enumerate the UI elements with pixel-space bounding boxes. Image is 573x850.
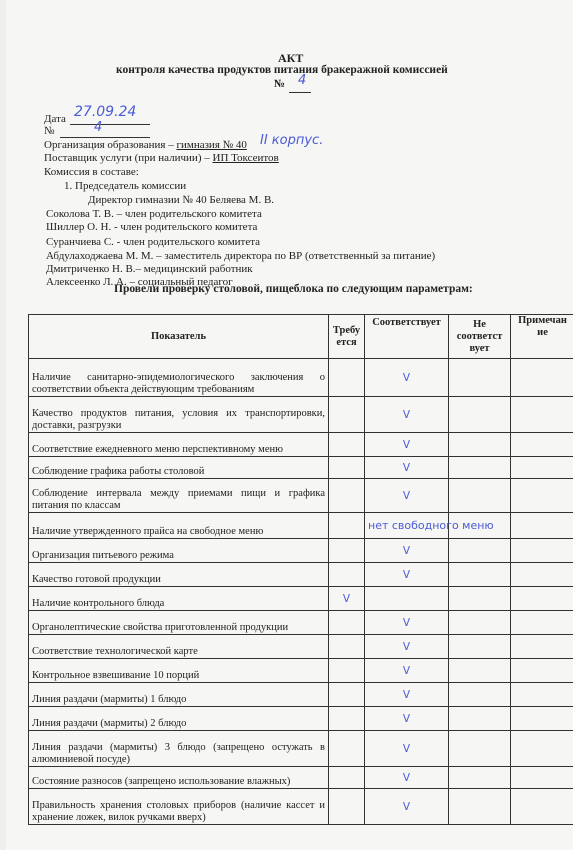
act-num-value: 4 <box>94 120 103 135</box>
indicator-cell: Организация питьевого режима <box>29 539 329 563</box>
commission-label: Комиссия в составе: <box>44 166 139 178</box>
table-header-row <box>29 315 573 359</box>
indicator-cell: Качество готовой продукции <box>29 563 329 587</box>
indicator-cell: Линия раздачи (мармиты) 1 блюдо <box>29 683 329 707</box>
indicator-cell: Контрольное взвешивание 10 порций <box>29 659 329 683</box>
requires-cell <box>329 789 365 825</box>
commission-member: Соколова Т. В. – член родительского комитета <box>46 208 262 220</box>
complies-cell: V <box>365 767 449 789</box>
organization-label: Организация образования – <box>44 139 174 151</box>
table-row <box>29 457 573 479</box>
complies-cell: V <box>365 789 449 825</box>
not-complies-cell <box>449 457 511 479</box>
act-number-label: № <box>274 78 286 90</box>
table-row <box>29 563 573 587</box>
note-cell <box>511 789 573 825</box>
note-cell <box>511 731 573 767</box>
table-row <box>29 789 573 825</box>
inspection-table <box>28 314 573 825</box>
indicator-cell: Соблюдение графика работы столовой <box>29 457 329 479</box>
indicator-cell: Соблюдение интервала между приемами пищи и графика питания по классам <box>29 479 329 513</box>
act-number-value: 4 <box>298 73 307 88</box>
requires-cell <box>329 683 365 707</box>
not-complies-cell <box>449 789 511 825</box>
table-row <box>29 767 573 789</box>
table-row <box>29 433 573 457</box>
act-number-underline <box>289 92 311 93</box>
requires-cell <box>329 659 365 683</box>
act-title: АКТ <box>278 51 304 65</box>
note-cell <box>511 433 573 457</box>
supplier-value: ИП Токсеитов <box>212 152 279 164</box>
complies-cell: V <box>365 731 449 767</box>
table-row <box>29 587 573 611</box>
note-cell <box>511 587 573 611</box>
note-cell <box>511 683 573 707</box>
indicator-cell: Линия раздачи (мармиты) 2 блюдо <box>29 707 329 731</box>
indicator-cell: Правильность хранения столовых приборов (наличие кассет и хранение ложек, вилок ручками вверх) <box>29 789 329 825</box>
note-cell <box>511 563 573 587</box>
not-complies-cell <box>449 563 511 587</box>
commission-chair-item: 1. Председатель комиссии <box>64 180 187 192</box>
requires-cell <box>329 359 365 397</box>
complies-cell: V <box>365 707 449 731</box>
check-heading: Провели проверку столовой, пищеблока по следующим параметрам: <box>114 283 473 295</box>
note-cell <box>511 659 573 683</box>
note-cell <box>511 479 573 513</box>
table-row <box>29 635 573 659</box>
date-underline <box>70 124 150 125</box>
col-header-not-complies: Не соответст вует <box>449 315 511 359</box>
complies-cell: V <box>365 611 449 635</box>
table-row <box>29 683 573 707</box>
requires-cell <box>329 731 365 767</box>
commission-member: Абдулаходжаева М. М. – заместитель директора по ВР (ответственный за питание) <box>46 250 436 262</box>
complies-cell: V <box>365 397 449 433</box>
table-row <box>29 479 573 513</box>
note-cell <box>511 397 573 433</box>
requires-cell <box>329 707 365 731</box>
act-subtitle: контроля качества продуктов питания бракеражной комиссией <box>116 64 448 76</box>
indicator-cell: Качество продуктов питания, условия их транспортировки, доставки, разгрузки <box>29 397 329 433</box>
note-cell <box>511 513 573 539</box>
act-num-label: № <box>44 125 55 137</box>
table-row <box>29 731 573 767</box>
note-cell <box>511 539 573 563</box>
not-complies-cell <box>449 635 511 659</box>
col-header-note: Примечан ие <box>511 315 573 359</box>
indicator-cell: Наличие санитарно-эпидемиологического заключения о соответствии объекта действующим требованиям <box>29 359 329 397</box>
complies-cell: V <box>365 433 449 457</box>
complies-cell: V <box>365 479 449 513</box>
table-row <box>29 707 573 731</box>
requires-cell <box>329 457 365 479</box>
table-row <box>29 659 573 683</box>
complies-cell: V <box>365 457 449 479</box>
not-complies-cell <box>449 707 511 731</box>
date-value: 27.09.24 <box>74 104 137 120</box>
note-cell <box>511 635 573 659</box>
note-cell <box>511 457 573 479</box>
indicator-cell: Соответствие технологической карте <box>29 635 329 659</box>
indicator-cell: Линия раздачи (мармиты) 3 блюдо (запрещено остужать в алюминиевой посуде) <box>29 731 329 767</box>
requires-cell <box>329 635 365 659</box>
not-complies-cell <box>449 611 511 635</box>
date-label: Дата <box>44 113 66 125</box>
complies-cell: V <box>365 659 449 683</box>
complies-cell: V <box>365 359 449 397</box>
requires-cell <box>329 479 365 513</box>
complies-cell: V <box>365 563 449 587</box>
not-complies-cell <box>449 433 511 457</box>
indicator-cell: Наличие контрольного блюда <box>29 587 329 611</box>
requires-cell: V <box>329 587 365 611</box>
complies-cell <box>365 587 449 611</box>
commission-member: Алексеенко Л. А. – социальный педагог <box>46 276 233 288</box>
col-header-requires: Требу ется <box>329 315 365 359</box>
supplier-label: Поставщик услуги (при наличии) – <box>44 152 210 164</box>
not-complies-cell <box>449 659 511 683</box>
indicator-cell: Соответствие ежедневного меню перспективному меню <box>29 433 329 457</box>
not-complies-cell <box>449 359 511 397</box>
not-complies-cell <box>449 397 511 433</box>
requires-cell <box>329 563 365 587</box>
indicator-cell: Наличие утвержденного прайса на свободное меню <box>29 513 329 539</box>
commission-member: Дмитриченко Н. В.– медицинский работник <box>46 263 253 275</box>
commission-chair-name: Директор гимназии № 40 Беляева М. В. <box>88 194 275 206</box>
complies-cell: V <box>365 635 449 659</box>
not-complies-cell <box>449 683 511 707</box>
requires-cell <box>329 611 365 635</box>
note-cell <box>511 359 573 397</box>
note-cell <box>511 707 573 731</box>
organization-line <box>44 139 247 152</box>
table-row <box>29 513 573 539</box>
document-page <box>6 0 573 850</box>
complies-cell: нет свободного меню <box>365 513 449 539</box>
requires-cell <box>329 397 365 433</box>
table-row <box>29 611 573 635</box>
col-header-complies: Соответствует <box>365 315 449 359</box>
organization-handwritten-note: II корпус. <box>260 133 324 148</box>
not-complies-cell <box>449 767 511 789</box>
indicator-cell: Органолептические свойства приготовленной продукции <box>29 611 329 635</box>
supplier-line <box>44 152 279 165</box>
not-complies-cell <box>449 479 511 513</box>
not-complies-cell <box>449 587 511 611</box>
commission-member: Суранчиева С. - член родительского комитета <box>46 236 261 248</box>
requires-cell <box>329 513 365 539</box>
requires-cell <box>329 433 365 457</box>
note-cell <box>511 767 573 789</box>
col-header-indicator: Показатель <box>29 315 329 359</box>
indicator-cell: Состояние разносов (запрещено использование влажных) <box>29 767 329 789</box>
note-cell <box>511 611 573 635</box>
table-row <box>29 359 573 397</box>
requires-cell <box>329 539 365 563</box>
table-row <box>29 539 573 563</box>
organization-value: гимназия № 40 <box>176 139 247 151</box>
complies-cell: V <box>365 539 449 563</box>
not-complies-cell <box>449 539 511 563</box>
act-num-underline <box>60 137 150 138</box>
requires-cell <box>329 767 365 789</box>
commission-member: Шиллер О. Н. - член родительского комитета <box>46 221 258 233</box>
table-row <box>29 397 573 433</box>
not-complies-cell <box>449 731 511 767</box>
complies-cell: V <box>365 683 449 707</box>
